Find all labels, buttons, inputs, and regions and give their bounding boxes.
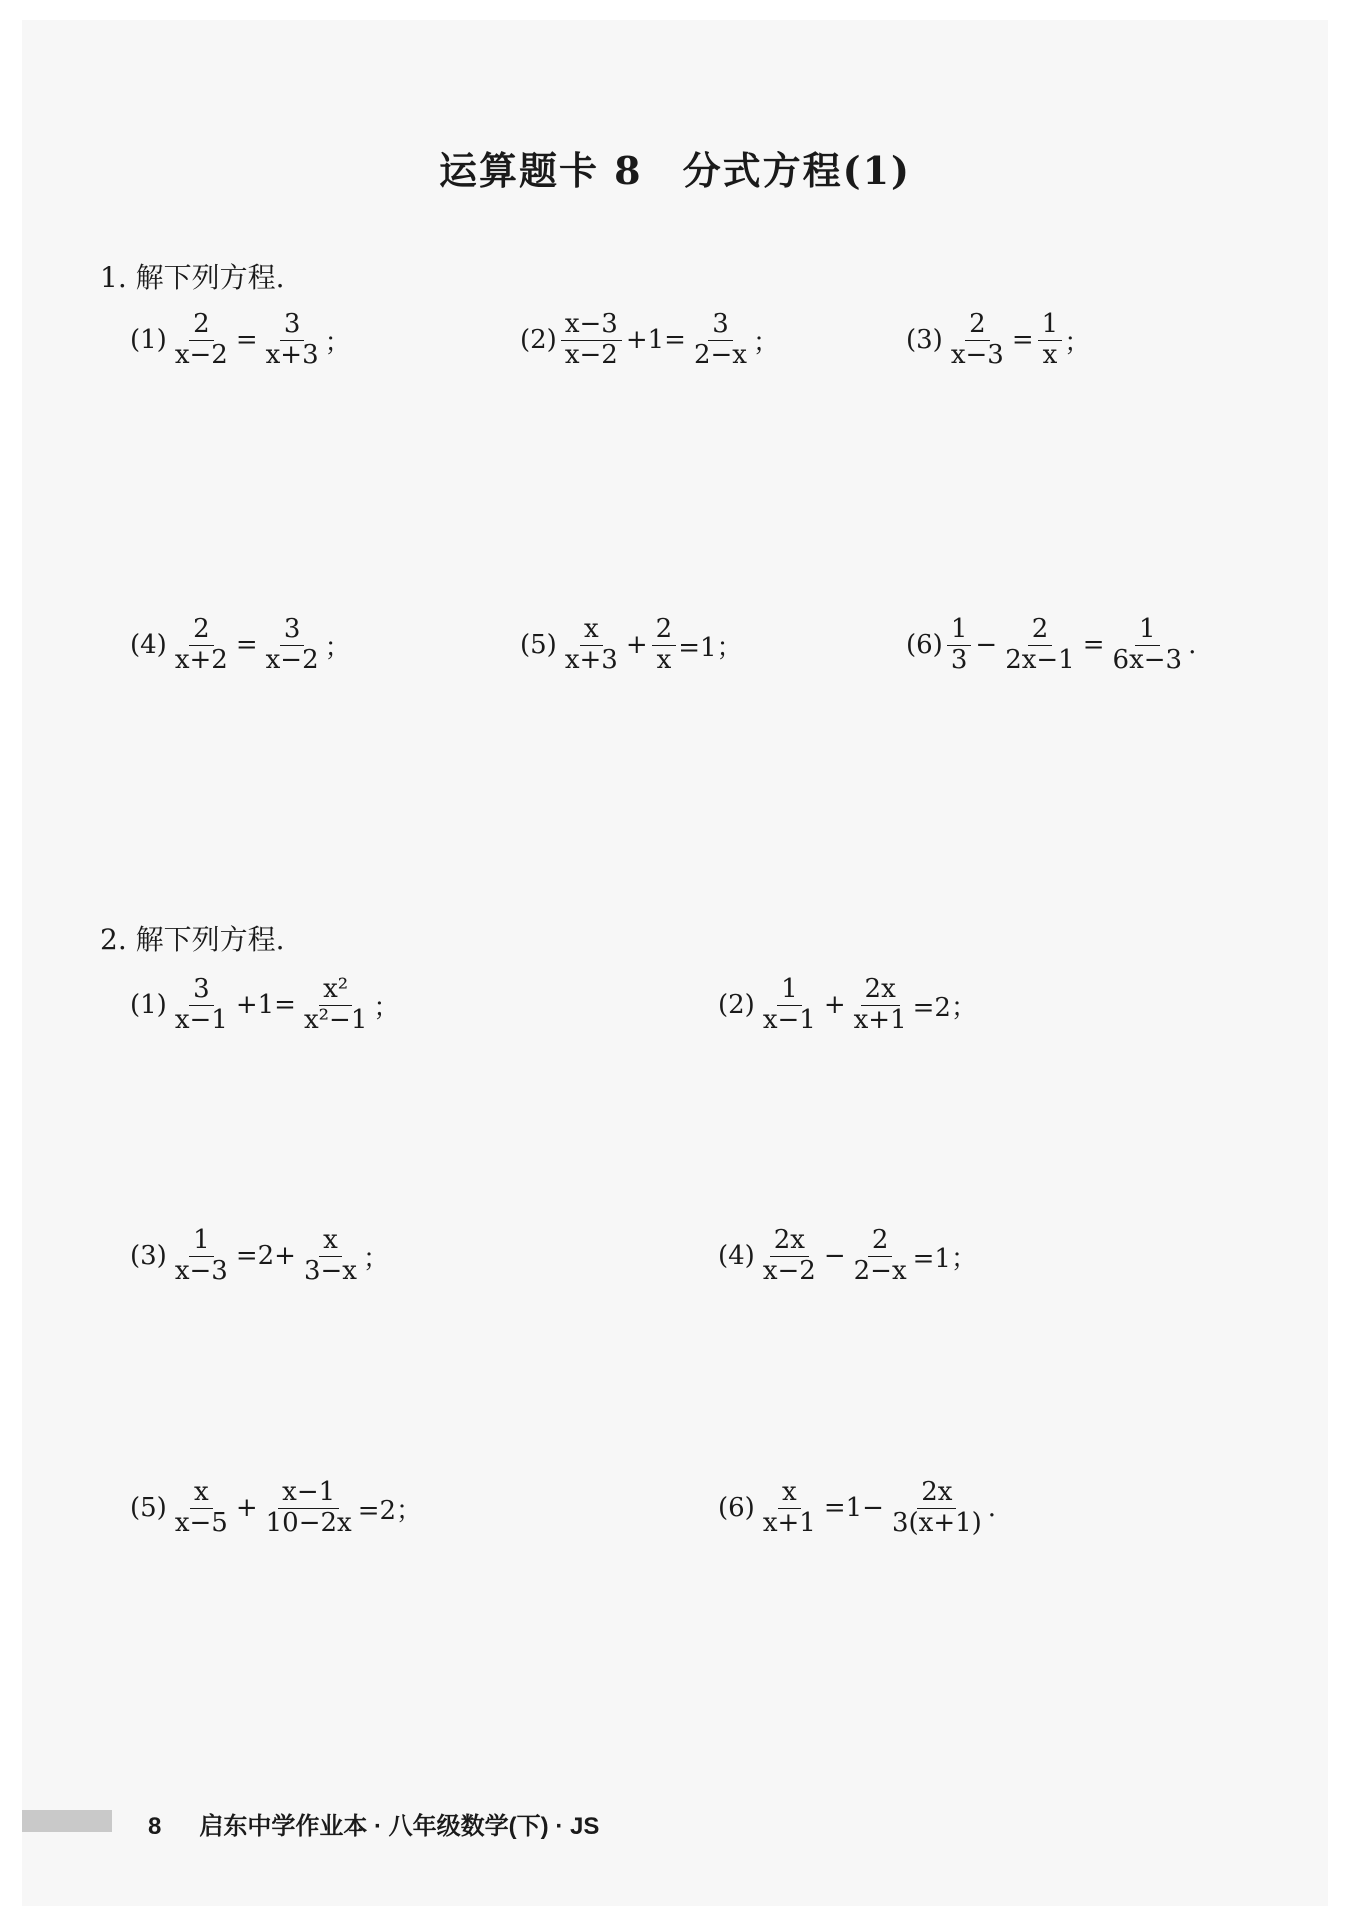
problem-label: (3) [906, 325, 943, 356]
fraction: $\frac{2}{x+2}$ [174, 614, 228, 675]
fraction: $\frac{1}{x}$ [1038, 310, 1063, 371]
fraction: $\frac{x}{x+3}$ [564, 614, 618, 675]
fraction: $\frac{1}{3}$ [947, 615, 972, 676]
fraction: $\frac{x-1}{10-2x}$ [265, 1477, 352, 1538]
operator: = [1082, 630, 1105, 661]
problem-2-4 [718, 1226, 977, 1287]
fraction: $\frac{x}{x+1}$ [762, 1477, 816, 1538]
problem-1-4 [130, 615, 351, 676]
problem-label: (3) [130, 1241, 167, 1272]
fraction: $\frac{3}{2-x}$ [693, 309, 747, 370]
operator: = [235, 630, 258, 661]
problem-label: (2) [718, 990, 755, 1021]
fraction: $\frac{2x}{x-2}$ [762, 1225, 816, 1286]
terminator: ； [362, 1243, 389, 1274]
problem-2-6 [718, 1478, 996, 1539]
problem-label: (6) [906, 630, 943, 661]
problem-label: (2) [520, 325, 557, 356]
problem-label: (1) [130, 990, 167, 1021]
fraction: $\frac{2}{2-x}$ [853, 1225, 907, 1286]
fraction: $\frac{2x}{x+1}$ [853, 974, 907, 1035]
fraction: $\frac{2}{x-2}$ [174, 309, 228, 370]
footer [148, 1806, 599, 1841]
problem-label: (1) [130, 325, 167, 356]
operator: + [823, 990, 846, 1021]
operator: = [1011, 325, 1034, 356]
fraction: $\frac{3}{x-1}$ [174, 974, 228, 1035]
fraction: $\frac{3}{x-2}$ [265, 614, 319, 675]
operator: − [975, 630, 998, 661]
fraction: $\frac{1}{x-3}$ [174, 1225, 228, 1286]
section-1-label: 1. 解下列方程. [100, 261, 285, 294]
operator: − [823, 1241, 846, 1272]
terminator: =2； [357, 1495, 423, 1526]
terminator: =1； [678, 632, 743, 663]
terminator: ； [1064, 327, 1091, 358]
problem-label: (6) [718, 1493, 755, 1524]
problem-1-2 [520, 310, 779, 371]
problem-label: (4) [130, 630, 167, 661]
section-2-label: 2. 解下列方程. [100, 923, 285, 956]
fraction: $\frac{x-3}{x-2}$ [561, 310, 622, 371]
problem-1-1 [130, 310, 351, 371]
operator: + [235, 1493, 258, 1524]
page-number: 8 [148, 1813, 162, 1840]
operator: = [235, 325, 258, 356]
problem-1-6 [906, 615, 1196, 676]
fraction: $\frac{x}{3-x}$ [303, 1225, 357, 1286]
fraction: $\frac{1}{6x-3}$ [1112, 614, 1183, 675]
fraction: $\frac{2}{2x-1}$ [1005, 614, 1075, 675]
fraction: $\frac{2}{x}$ [652, 615, 677, 676]
fraction: $\frac{2x}{3(x+1)}$ [891, 1477, 982, 1538]
problem-2-2 [718, 975, 977, 1036]
operator: + [625, 630, 648, 661]
footer-bar [22, 1810, 112, 1832]
fraction: $\frac{\text{x²}}{\text{x²−1}}$ [303, 974, 368, 1035]
book-title: 启东中学作业本 · 八年级数学(下) · JS [199, 1813, 600, 1840]
page-title: 运算题卡 8 分式方程(1) [438, 148, 912, 193]
fraction: $\frac{1}{x-1}$ [762, 974, 816, 1035]
operator: =1− [823, 1493, 884, 1524]
terminator: ； [324, 632, 351, 663]
problem-label: (5) [130, 1493, 167, 1524]
terminator: ； [373, 992, 400, 1023]
terminator: =2； [912, 992, 977, 1023]
fraction: $\frac{2}{x-3}$ [950, 309, 1004, 370]
terminator: =1； [912, 1243, 977, 1274]
page-background [22, 20, 1328, 1906]
terminator: ； [324, 327, 351, 358]
problem-label: (4) [718, 1241, 755, 1272]
problem-2-1 [130, 975, 399, 1036]
terminator: . [1188, 630, 1197, 661]
terminator: ； [752, 327, 779, 358]
problem-1-5 [520, 615, 743, 676]
operator: +1= [625, 325, 686, 356]
fraction: $\frac{x}{x-5}$ [174, 1477, 228, 1538]
fraction: $\frac{3}{x+3}$ [265, 309, 319, 370]
operator: =2+ [235, 1241, 296, 1272]
terminator: . [987, 1493, 997, 1524]
problem-1-3 [906, 310, 1090, 371]
problem-label: (5) [520, 630, 557, 661]
operator: +1= [235, 990, 296, 1021]
problem-2-5 [130, 1478, 422, 1539]
problem-2-3 [130, 1226, 389, 1287]
